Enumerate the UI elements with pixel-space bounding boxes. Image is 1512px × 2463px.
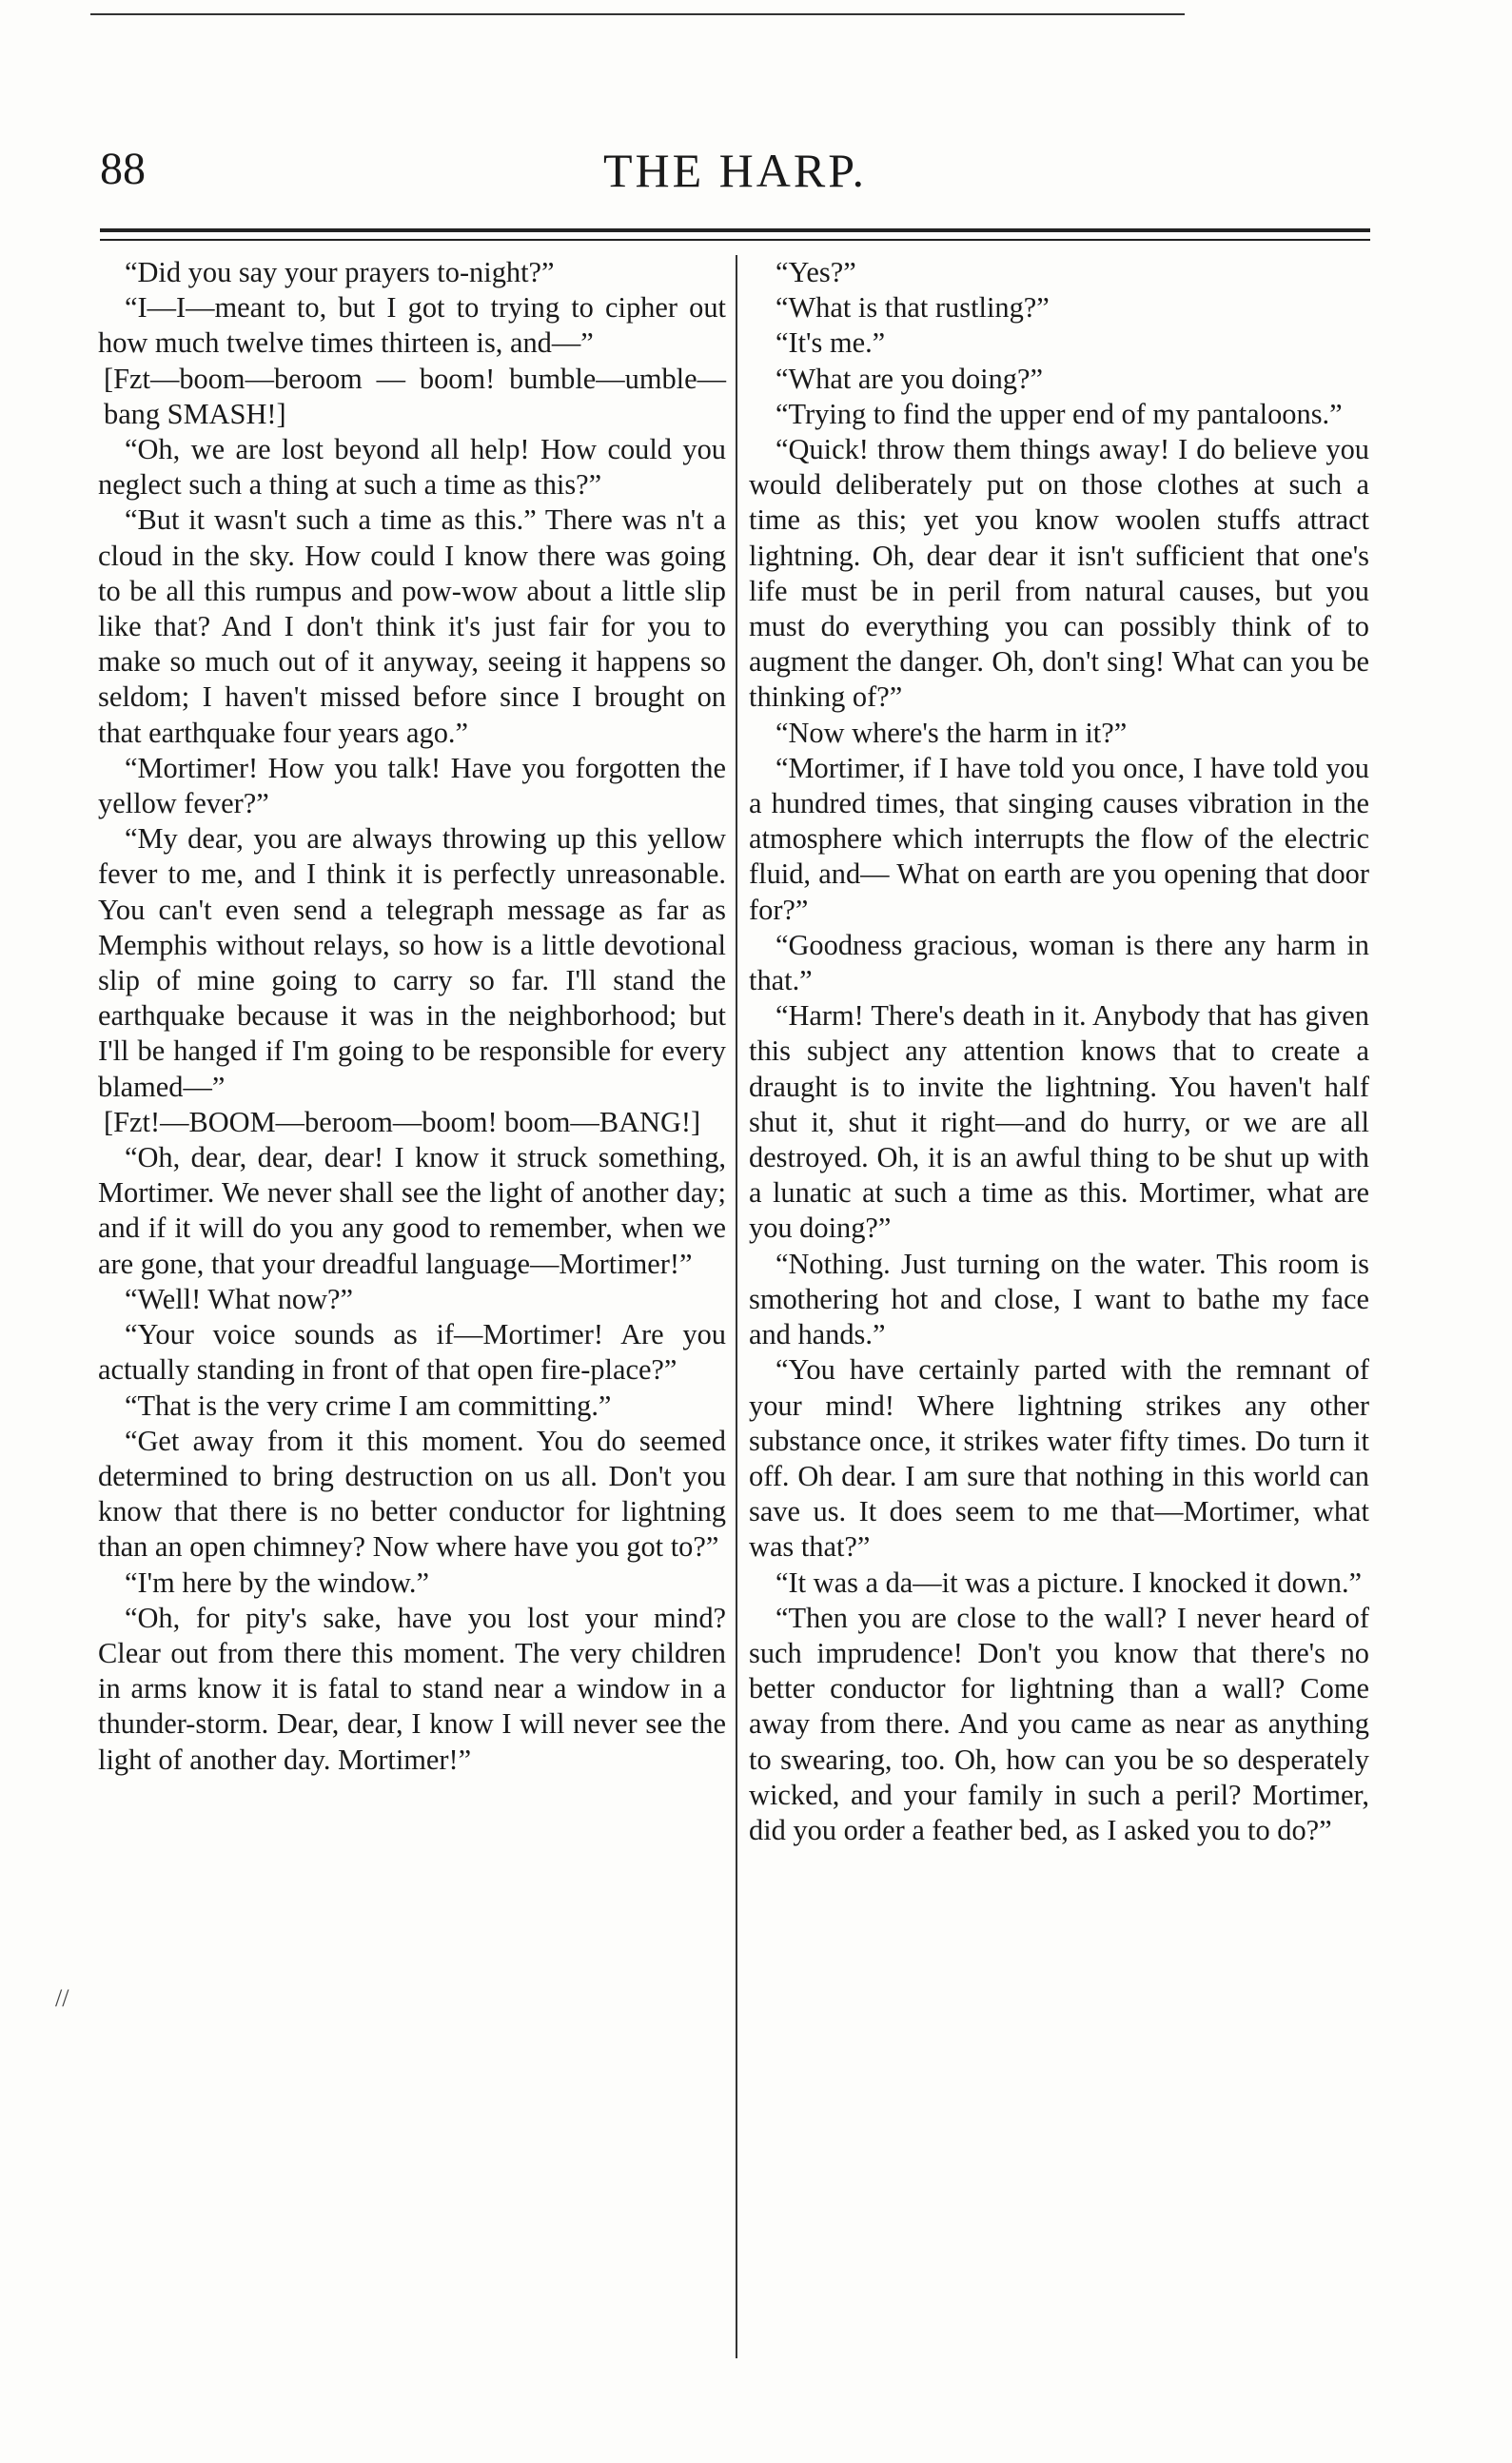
paragraph: “What are you doing?” (776, 362, 1043, 395)
paragraph: “It's me.” (776, 326, 886, 360)
paragraph: “What is that rustling?” (776, 291, 1050, 325)
paragraph: “Your voice sounds as if—Mortimer! Are you actually standing in front of that open fire-place?” (98, 1318, 726, 1387)
page-number: 88 (100, 144, 146, 194)
paragraph: “Goodness gracious, woman is there any harm in that.” (749, 928, 1369, 997)
paragraph: “Quick! throw them things away! I do believe you would deliberately put on those clothes at such a time as this; yet you know woolen stuffs attract lightning. Oh, dear dear it isn't sufficient that one's life must be in peril from natural causes, but you must do everything you can possibly think of to augment the danger. Oh, don't sing! What can you be thinking of?” (749, 433, 1369, 714)
right-column (749, 255, 1369, 1848)
margin-pencil-mark: // (55, 1984, 69, 2012)
paragraph: “Mortimer, if I have told you once, I have told you a hundred times, that singing causes vibration in the atmosphere which interrupts the flow of the electric fluid, and— What on earth are you opening that door for?” (749, 751, 1369, 926)
paragraph: “Oh, dear, dear, dear! I know it struck something, Mortimer. We never shall see the light of another day; and if it will do you any good to remember, when we are gone, that your dreadful language—Mortimer!” (98, 1141, 726, 1280)
paragraph: “You have certainly parted with the remnant of your mind! Where lightning strikes any other substance once, it strikes water fifty times. Do turn it off. Oh dear. I am sure that nothing in this world can save us. It does seem to me that—Mortimer, what was that?” (749, 1353, 1369, 1564)
paragraph: “Nothing. Just turning on the water. This room is smothering hot and close, I want to bathe my face and hands.” (749, 1247, 1369, 1351)
paragraph: “Then you are close to the wall? I never heard of such imprudence! Don't you know that there's no better conductor for lightning than a wall? Come away from there. And you came as near as anything to swearing, too. Oh, how can you be so desperately wicked, and your family in such a peril? Mortimer, did you order a feather bed, as I asked you to do?” (749, 1601, 1369, 1846)
stage-direction: [Fzt!—BOOM—beroom—boom! boom—BANG!] (104, 1105, 701, 1138)
left-column (98, 255, 726, 1778)
top-edge-rule (90, 13, 1185, 15)
paragraph: “It was a da—it was a picture. I knocked it down.” (776, 1566, 1363, 1599)
column-divider (736, 255, 737, 2358)
paragraph: “Oh, for pity's sake, have you lost your mind? Clear out from there this moment. The very children in arms know it is fatal to stand near a window in a thunder-storm. Dear, dear, I know I will never see the light of another day. Mortimer!” (98, 1601, 726, 1776)
paragraph: “That is the very crime I am committing.” (125, 1389, 612, 1422)
header-rule-thick (100, 228, 1370, 232)
paragraph: “But it wasn't such a time as this.” There was n't a cloud in the sky. How could I know there was going to be all this rumpus and pow-wow about a little slip like that? And I don't think it's just fair for you to make so much out of it anyway, seeing it happens so seldom; I haven't missed before since I brought on that earthquake four years ago.” (98, 503, 726, 749)
paragraph: “Did you say your prayers to-night?” (125, 256, 555, 288)
stage-direction: [Fzt—boom—beroom — boom! bumble—umble—bang SMASH!] (104, 362, 726, 430)
paragraph: “Well! What now?” (125, 1282, 354, 1315)
paragraph: “I'm here by the window.” (125, 1566, 429, 1599)
paragraph: “I—I—meant to, but I got to trying to cipher out how much twelve times thirteen is, and—” (98, 291, 726, 360)
paragraph: “Get away from it this moment. You do seemed determined to bring destruction on us all. Don't you know that there is no better conductor for lightning than an open chimney? Now where have you got to?” (98, 1424, 726, 1564)
paragraph: “My dear, you are always throwing up this yellow fever to me, and I think it is perfectly unreasonable. You can't even send a telegraph message as far as Memphis without relays, so how is a little devotional slip of mine going to carry so far. I'll stand the earthquake because it was in the neighborhood; but I'll be hanged if I'm going to be responsible for every blamed—” (98, 822, 726, 1103)
paragraph: “Trying to find the upper end of my pantaloons.” (776, 397, 1343, 430)
page-header (100, 143, 1370, 219)
paragraph: “Now where's the harm in it?” (776, 716, 1128, 749)
header-rule-thin (100, 239, 1370, 241)
paragraph: “Yes?” (776, 256, 856, 288)
running-title: THE HARP. (602, 144, 868, 197)
paragraph: “Harm! There's death in it. Anybody that has given this subject any attention knows that to create a draught is to invite the lightning. You haven't half shut it, shut it right—and do hurry, or we are all destroyed. Oh, it is an awful thing to be shut up with a lunatic at such a time as this. Mortimer, what are you doing?” (749, 999, 1369, 1245)
paragraph: “Oh, we are lost beyond all help! How could you neglect such a thing at such a time as this?” (98, 433, 726, 502)
paragraph: “Mortimer! How you talk! Have you forgotten the yellow fever?” (98, 751, 726, 820)
